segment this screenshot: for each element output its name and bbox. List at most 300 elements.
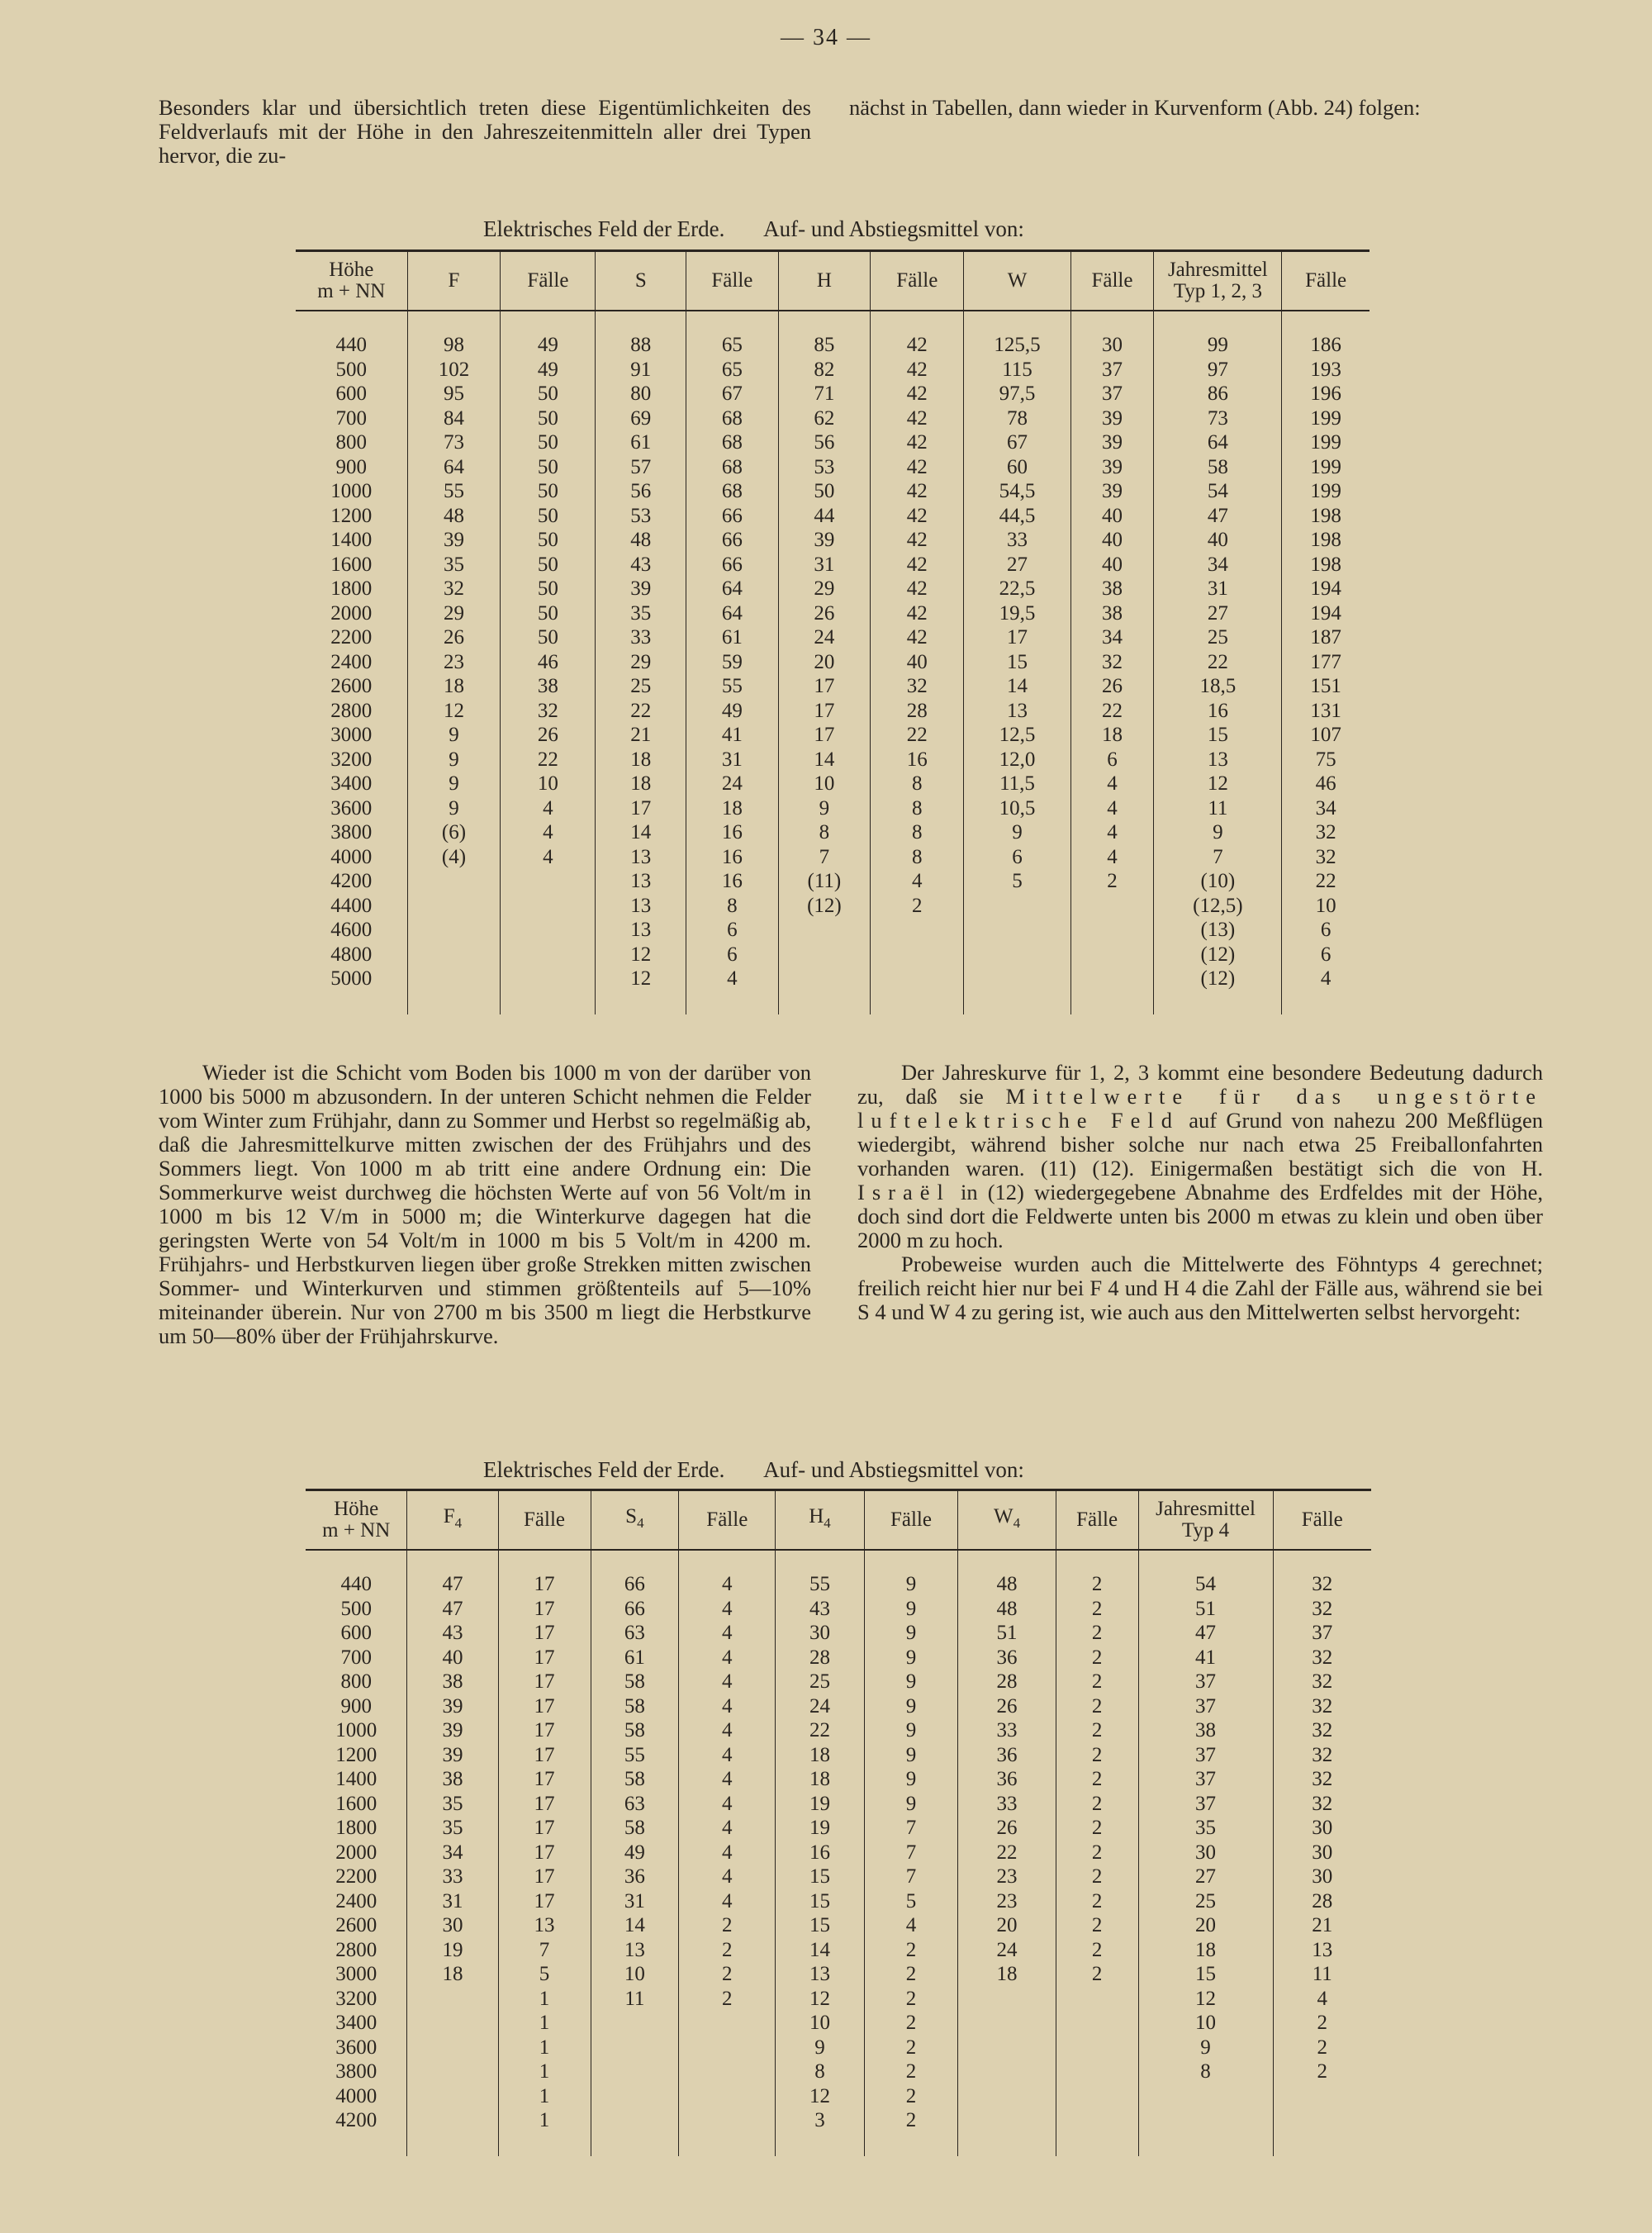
table-spacer-cell [679,1550,776,1572]
table-cell: 17 [498,1743,591,1768]
table-cell: 91 [596,358,686,382]
table-spacer-cell [871,991,964,1014]
table-cell: 55 [591,1743,679,1768]
table-cell: 18 [407,1962,498,1987]
table-cell: 18 [596,772,686,796]
table-cell: 13 [596,845,686,870]
table-cell: 4 [1070,772,1154,796]
table-cell: 32 [1273,1743,1371,1768]
table-cell: 11,5 [964,772,1070,796]
table-cell [407,2084,498,2109]
table-row [296,430,1370,455]
table-cell: 440 [335,334,368,356]
table-cell: 17 [596,796,686,821]
table-cell: 67 [686,382,779,406]
table-cell: 107 [1282,723,1370,748]
table-cell: (4) [407,845,501,870]
table-cell: 34 [407,1841,498,1865]
table-cell: 13 [596,894,686,919]
table-cell: 22 [1154,650,1282,675]
table-cell: 30 [1273,1865,1371,1889]
table-cell [1070,943,1154,967]
table-cell: 1200 [330,504,373,527]
table-cell: 12 [596,943,686,967]
table-cell: 26 [778,601,871,626]
table-cell [407,1987,498,2012]
table-cell: 37 [1138,1743,1273,1768]
table-cell: 34 [1154,553,1282,577]
table-spacer-cell [306,2133,407,2156]
table-spacer-cell [306,1550,407,1572]
table-cell: 15 [1154,723,1282,748]
table1-header-jahresmittel: Jahresmittel Typ 1, 2, 3 [1154,251,1282,311]
page-number: — 34 — [781,25,871,50]
table-cell: 13 [964,699,1070,724]
table-cell [778,943,871,967]
table-cell: 66 [686,553,779,577]
table-cell: 1 [498,2036,591,2060]
table-cell: 65 [686,358,779,382]
table-cell: 39 [778,528,871,553]
table-cell: 4 [1070,845,1154,870]
table-cell: (12) [1154,943,1282,967]
table-cell: 78 [964,406,1070,431]
table-row [296,772,1370,796]
table1-header-faelle: Fälle [501,251,596,311]
table-cell: 44 [778,504,871,529]
table-cell: 32 [501,699,596,724]
table-cell: 66 [686,528,779,553]
table-cell: 5 [964,869,1070,894]
table-cell: 125,5 [964,333,1070,358]
table-cell: 9 [778,796,871,821]
table-cell: 6 [686,918,779,943]
table-cell: 9 [407,748,501,772]
table-spacer-cell [1070,311,1154,333]
table-cell: 98 [407,333,501,358]
table-cell: 22 [776,1718,864,1743]
table-cell: 58 [591,1718,679,1743]
table-cell: 68 [686,455,779,480]
table-cell: 14 [591,1913,679,1938]
table-cell: 66 [591,1572,679,1597]
table-spacer-cell [591,1550,679,1572]
table-cell: 40 [1070,528,1154,553]
table-cell: 29 [778,577,871,601]
table-row [296,820,1370,845]
table-cell: 2 [1056,1962,1138,1987]
table-cell: 13 [1273,1938,1371,1963]
table-cell: 32 [1273,1572,1371,1597]
table-cell: 2 [1056,1889,1138,1914]
table-row [306,1987,1371,2012]
table-cell: 58 [1154,455,1282,480]
table-cell: 2 [1056,1597,1138,1622]
table-cell: 199 [1282,406,1370,431]
table-cell: 32 [1282,845,1370,870]
table-cell [871,967,964,991]
table-cell: 151 [1282,674,1370,699]
table-row [296,796,1370,821]
table-row [296,577,1370,601]
table-cell: 59 [686,650,779,675]
table-cell: 6 [686,943,779,967]
table-cell: 6 [964,845,1070,870]
table-cell [958,1987,1056,2012]
table-cell: 2 [864,1962,958,1987]
table-cell: 31 [778,553,871,577]
table-cell: 2200 [335,1865,377,1888]
table-cell: 4800 [330,943,373,966]
table-cell: 16 [686,820,779,845]
table-cell: 36 [958,1743,1056,1768]
table-cell: 29 [596,650,686,675]
table-cell: 15 [964,650,1070,675]
table-spacer-cell [596,991,686,1014]
table-row [306,1646,1371,1670]
table-cell: 38 [1070,601,1154,626]
table-cell: 32 [1273,1670,1371,1694]
table2-caption-left: Elektrisches Feld der Erde. [483,1457,725,1482]
table-cell: 17 [778,699,871,724]
table-spacer-cell [501,991,596,1014]
table-cell: 4 [871,869,964,894]
table-cell: 9 [407,772,501,796]
table-cell: 24 [686,772,779,796]
table-cell: 8 [871,772,964,796]
table-cell: 49 [686,699,779,724]
table-cell [591,2108,679,2133]
table-cell [679,2060,776,2084]
table-cell: 2800 [335,1938,377,1961]
table-cell: 65 [686,333,779,358]
table-cell: 17 [498,1816,591,1841]
table-cell: 46 [1282,772,1370,796]
table-row [296,845,1370,870]
table-cell: 50 [778,479,871,504]
table-spacer-cell [501,311,596,333]
table-cell: 43 [776,1597,864,1622]
table-spacer-cell [1056,1550,1138,1572]
table-cell: 75 [1282,748,1370,772]
table-cell: 2 [864,1987,958,2012]
table-cell: 37 [1138,1694,1273,1719]
table-cell: 30 [1273,1816,1371,1841]
table-cell: 53 [596,504,686,529]
table-cell: 31 [1154,577,1282,601]
table2-header-faelle: Fälle [679,1490,776,1551]
table-cell: 42 [871,553,964,577]
table-cell: 9 [964,820,1070,845]
table-cell: 17 [498,1694,591,1719]
table-cell: 4600 [330,919,373,941]
table-cell: 2 [864,2084,958,2109]
table-cell: 10 [776,2011,864,2036]
table-cell: 198 [1282,528,1370,553]
table-cell: 64 [686,601,779,626]
table-cell: (12) [1154,967,1282,991]
table-cell: 37 [1070,382,1154,406]
table-cell: 4000 [335,2084,377,2107]
table1-header-faelle: Fälle [1282,251,1370,311]
table-cell: 8 [686,894,779,919]
table-cell: 68 [686,479,779,504]
table-cell: 50 [501,528,596,553]
table-cell [958,2108,1056,2133]
table-cell: 39 [596,577,686,601]
table-cell: 9 [864,1694,958,1719]
table-cell [871,943,964,967]
table-row [306,1572,1371,1597]
table-cell: 18 [1138,1938,1273,1963]
table-cell: 32 [1273,1792,1371,1817]
table-cell: 36 [958,1767,1056,1792]
table-cell [1273,2108,1371,2133]
table-cell: 23 [958,1865,1056,1889]
table-cell [407,2036,498,2060]
table-cell: 14 [596,820,686,845]
table-cell: 38 [501,674,596,699]
table-cell [407,2108,498,2133]
table-cell: 17 [498,1841,591,1865]
table-cell: 2 [864,2036,958,2060]
table-cell: 9 [1138,2036,1273,2060]
table-cell: 2 [871,894,964,919]
table-cell: 17 [498,1767,591,1792]
table-row [296,943,1370,967]
table1-caption-left: Elektrisches Feld der Erde. [483,216,725,241]
table-spacer [296,991,1370,1014]
table1-header-s: S [596,251,686,311]
table-cell: 102 [407,358,501,382]
table-cell: 22 [871,723,964,748]
table1-header-h: H [778,251,871,311]
table-spacer-cell [686,311,779,333]
table-spacer-cell [498,2133,591,2156]
table-cell: 4 [686,967,779,991]
table-cell [591,2036,679,2060]
table-cell [1138,2084,1273,2109]
table-cell: 2 [1056,1646,1138,1670]
table-cell: 27 [964,553,1070,577]
table2-header-faelle: Fälle [1056,1490,1138,1551]
table-cell: 1 [498,2084,591,2109]
table-cell: 20 [1138,1913,1273,1938]
table-cell: 177 [1282,650,1370,675]
table-row [306,1743,1371,1768]
table-cell: 46 [501,650,596,675]
table-cell: 15 [776,1889,864,1914]
table-cell: 58 [591,1767,679,1792]
table-cell: 15 [776,1913,864,1938]
table-cell: 11 [1154,796,1282,821]
table-row [306,1597,1371,1622]
table-cell: 12 [1138,1987,1273,2012]
table-cell: 85 [778,333,871,358]
table-cell: 22 [501,748,596,772]
table-row [296,967,1370,991]
table-cell: 12 [407,699,501,724]
table-cell [679,2084,776,2109]
table-cell: 44,5 [964,504,1070,529]
table-cell: 2 [679,1962,776,1987]
table-cell: 23 [958,1889,1056,1914]
table-cell: 700 [340,1646,372,1669]
table-cell: 2 [1056,1767,1138,1792]
table-cell [964,918,1070,943]
table-cell: 42 [871,528,964,553]
table-cell: 3600 [335,2036,377,2059]
table-cell: 14 [964,674,1070,699]
table-cell: 7 [864,1816,958,1841]
table-cell: 56 [596,479,686,504]
table-spacer-cell [296,311,407,333]
table-cell: 5 [864,1889,958,1914]
table-cell: 32 [871,674,964,699]
table-spacer-cell [407,311,501,333]
table-cell: 32 [1273,1646,1371,1670]
table-cell: 2 [679,1938,776,1963]
table-cell: 6 [1282,918,1370,943]
table-cell: 600 [335,382,368,405]
table-cell: 17 [778,674,871,699]
table-spacer-cell [407,2133,498,2156]
table-cell: 95 [407,382,501,406]
table-cell: 48 [958,1597,1056,1622]
table-cell: 4 [679,1572,776,1597]
table-cell: 26 [407,625,501,650]
table-cell: 7 [864,1865,958,1889]
table-cell: 66 [591,1597,679,1622]
table-row [296,650,1370,675]
table-spacer-cell [1282,991,1370,1014]
table2-header-faelle: Fälle [1273,1490,1371,1551]
table-cell: 19 [776,1792,864,1817]
emphasis-israel: Israël [857,1180,951,1204]
table-cell: 38 [1138,1718,1273,1743]
table-cell [679,2108,776,2133]
table-cell: 900 [340,1694,372,1718]
intro-left-text: Besonders klar und übersichtlich treten diese Eigentümlichkeiten des Feldverlaufs mit der Höhe in den Jahreszeitenmitteln aller drei Typen hervor, die zu- [159,95,811,168]
table-cell: 55 [407,479,501,504]
table-cell: 1400 [335,1768,377,1790]
table-cell: 27 [1138,1865,1273,1889]
table-cell: 82 [778,358,871,382]
table-cell: 8 [778,820,871,845]
table-cell: 7 [864,1841,958,1865]
table2-header-s4: $S_4$ [591,1490,679,1551]
table-cell: 17 [498,1597,591,1622]
table-row [296,601,1370,626]
table-cell: 9 [864,1792,958,1817]
table-cell [501,943,596,967]
table-cell: 4 [501,820,596,845]
table-cell: 32 [1070,650,1154,675]
table-cell: 62 [778,406,871,431]
table-cell: 4 [679,1816,776,1841]
table-cell: 20 [958,1913,1056,1938]
table-cell: 1800 [335,1817,377,1839]
table-cell: 42 [871,625,964,650]
table-cell: 2 [864,1938,958,1963]
table-cell: 37 [1138,1767,1273,1792]
table-cell: 500 [335,358,368,381]
table-cell: 42 [871,406,964,431]
table-cell: 40 [407,1646,498,1670]
table-cell: 3000 [330,724,373,746]
table-cell: 50 [501,406,596,431]
table-cell: 2600 [335,1914,377,1936]
table1-header-row [296,251,1370,311]
table-row [306,1962,1371,1987]
table-cell: 17 [964,625,1070,650]
table-cell: 42 [871,430,964,455]
table-cell: 50 [501,553,596,577]
table-spacer-cell [1056,2133,1138,2156]
table-cell: 19 [407,1938,498,1963]
table-cell: 3800 [335,2060,377,2083]
table-cell: 26 [1070,674,1154,699]
table-cell: 80 [596,382,686,406]
table-cell: 3200 [335,1987,377,2010]
table-cell: 71 [778,382,871,406]
table-cell: 63 [591,1621,679,1646]
table-cell: 18 [958,1962,1056,1987]
table-cell: 700 [335,406,368,430]
table-cell: 9 [864,1718,958,1743]
table-row [306,1792,1371,1817]
table-spacer [296,311,1370,333]
table-row [296,479,1370,504]
table-spacer-cell [964,991,1070,1014]
table-spacer-cell [871,311,964,333]
table-cell: 9 [407,723,501,748]
table-cell: 86 [1154,382,1282,406]
table-cell: 39 [1070,430,1154,455]
table-cell [958,2011,1056,2036]
table-cell: 39 [407,528,501,553]
table-cell: 30 [1273,1841,1371,1865]
table-cell: 4 [1282,967,1370,991]
table-row [296,455,1370,480]
table-spacer-cell [864,2133,958,2156]
table-cell: 37 [1070,358,1154,382]
table-spacer-cell [1282,311,1370,333]
table-cell: 50 [501,430,596,455]
table-cell: 4 [679,1743,776,1768]
table-cell: 16 [686,845,779,870]
table-cell: 28 [958,1670,1056,1694]
table-cell: 35 [407,1816,498,1841]
table-cell: 35 [596,601,686,626]
table-cell: 39 [1070,406,1154,431]
table-cell: 2600 [330,675,373,697]
table1-header-f: F [407,251,501,311]
table-cell: 22 [958,1841,1056,1865]
table-cell: 1800 [330,577,373,600]
table2-header-faelle: Fälle [864,1490,958,1551]
table-cell: 26 [958,1694,1056,1719]
table-row [306,1767,1371,1792]
table-cell: 67 [964,430,1070,455]
table-cell: 13 [1154,748,1282,772]
table-cell: 7 [778,845,871,870]
table-row [296,869,1370,894]
table-cell: 15 [776,1865,864,1889]
table-row [306,1938,1371,1963]
table-cell: 4000 [330,845,373,868]
table-cell [958,2060,1056,2084]
